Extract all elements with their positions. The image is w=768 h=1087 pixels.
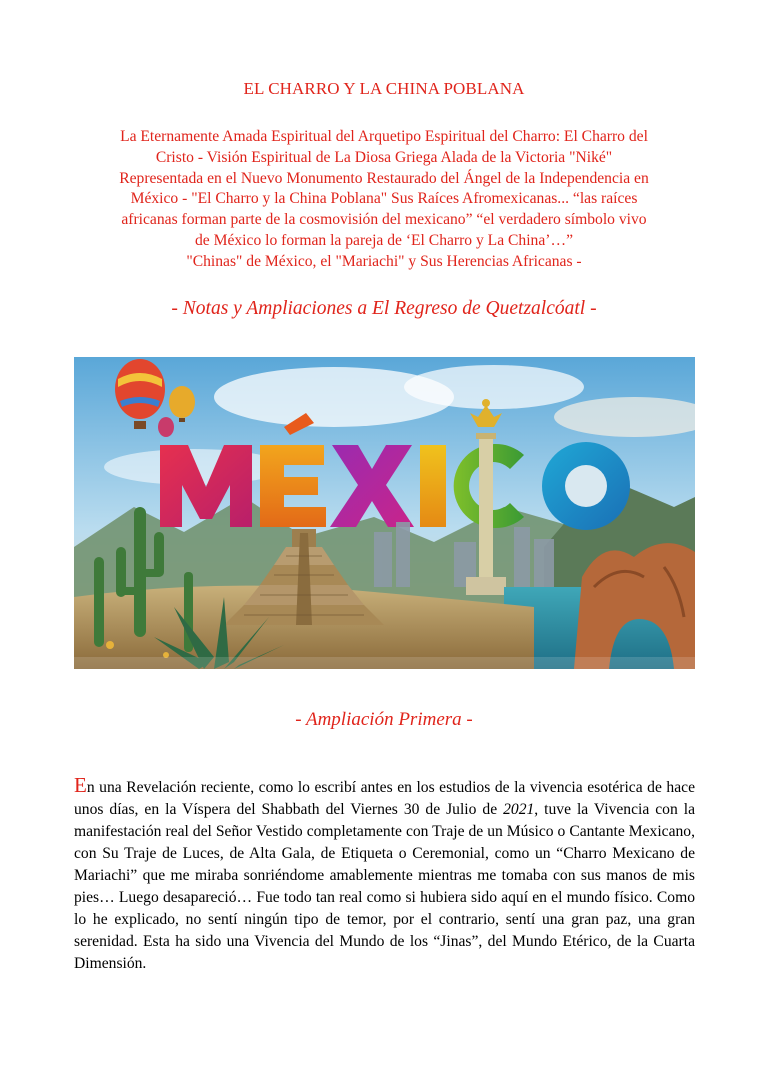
paragraph-text: , tuve la Vivencia con la manifestación real del Señor Vestido completamente con Traje de un Músico o Cantante Mexicano, con Su Traje de Luces, de Alta Gala, de Etiqueta o Ceremonial, como un “Charro Mexicano de Mariachi” que me miraba sonriéndome amablemente mientras me tomaba con sus manos de mis pies… Luego desapareció… Fue todo tan real como si hubiera sido aquí en el mundo físico. Como lo he explicado, no sentí ningún tipo de temor, por el contrario, sentí una gran paz, una gran serenidad. Esta ha sido una Vivencia del Mundo de los “Jinas”, del Mundo Etérico, de la Cuarta Dimensión. [74,801,695,972]
document-title: EL CHARRO Y LA CHINA POBLANA [243,79,525,98]
notes-heading: - Notas y Ampliaciones a El Regreso de Quetzalcóatl - [171,298,597,319]
mexico-collage-image [74,357,695,669]
section-heading: - Ampliación Primera - [295,709,473,730]
subtitle-line: La Eternamente Amada Espiritual del Arquetipo Espiritual del Charro: El Charro del [120,128,648,145]
subtitle-line: México - "El Charro y la China Poblana" Sus Raíces Afromexicanas... “las raíces [130,190,638,208]
drop-cap: E [74,773,87,797]
year-text: 2021 [503,801,535,818]
subtitle-line: africanas forman parte de la cosmovisión del mexicano” “el verdadero símbolo vivo [121,211,647,229]
paragraph-text: n una Revelación reciente, como lo escribí antes en los estudios de la vivencia esotérica de hace unos días, en la Víspera del Shabbath del Viernes 30 de Julio de [74,779,695,818]
subtitle-line: "Chinas" de México, el "Mariachi" y Sus Herencias Africanas - [186,252,582,270]
subtitle-line: Representada en el Nuevo Monumento Restaurado del Ángel de la Independencia en [119,169,649,187]
subtitle-line: Cristo - Visión Espiritual de La Diosa Griega Alada de la Victoria "Niké" [155,148,613,166]
document-subtitle [66,127,702,273]
subtitle-line: de México lo forman la pareja de ‘El Charro y La China’…” [194,231,573,249]
body-paragraph [74,774,695,975]
